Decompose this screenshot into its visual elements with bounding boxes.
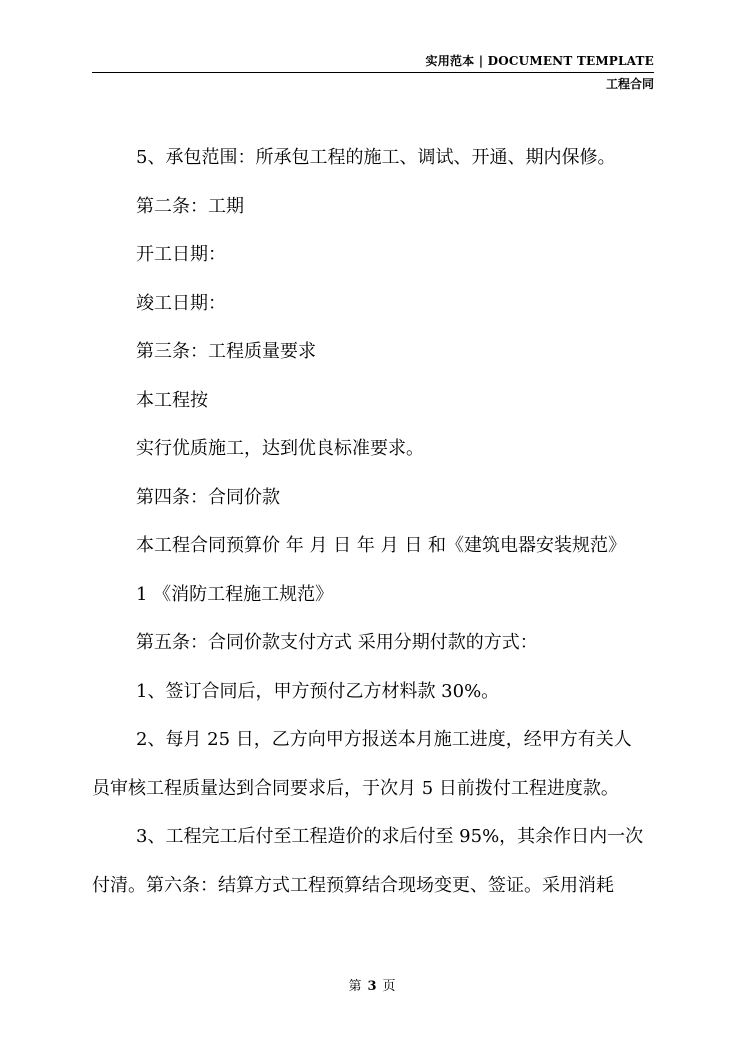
text-line: 付清。第六条：结算方式工程预算结合现场变更、签证。采用消耗: [92, 874, 614, 896]
text-line: 实行优质施工，达到优良标准要求。: [136, 438, 424, 459]
text-line: 2、每月 25 日，乙方向甲方报送本月施工进度，经甲方有关人: [136, 729, 632, 750]
text-line: 本工程按: [136, 389, 208, 411]
document-body: [92, 134, 662, 910]
text-line: 1、签订合同后，甲方预付乙方材料款 30%。: [136, 680, 500, 702]
page-suffix: 页: [382, 979, 396, 994]
text-line: 第四条：合同价款: [136, 486, 280, 508]
page-footer: [0, 975, 744, 994]
text-line: 竣工日期：: [136, 292, 226, 314]
page-header: [92, 50, 654, 73]
text-line: 3、工程完工后付至工程造价的求后付至 95%，其余作日内一次: [136, 826, 644, 847]
header-title: 实用范本 | DOCUMENT TEMPLATE: [425, 54, 654, 68]
text-line: 1 《消防工程施工规范》: [136, 583, 334, 605]
text-line: 第三条：工程质量要求: [136, 341, 316, 362]
text-line: 第二条：工期: [136, 195, 244, 217]
text-line: 本工程合同预算价 年 月 日 年 月 日 和《建筑电器安装规范》: [136, 535, 627, 556]
text-line: 第五条：合同价款支付方式 采用分期付款的方式：: [136, 632, 538, 653]
header-subtitle: 工程合同: [605, 77, 654, 91]
text-line: 开工日期：: [136, 244, 226, 265]
page-number: 3: [367, 979, 377, 994]
page-prefix: 第: [348, 979, 362, 994]
text-line: 5、承包范围：所承包工程的施工、调试、开通、期内保修。: [136, 147, 616, 168]
text-line: 员审核工程质量达到合同要求后，于次月 5 日前拨付工程进度款。: [92, 777, 619, 799]
